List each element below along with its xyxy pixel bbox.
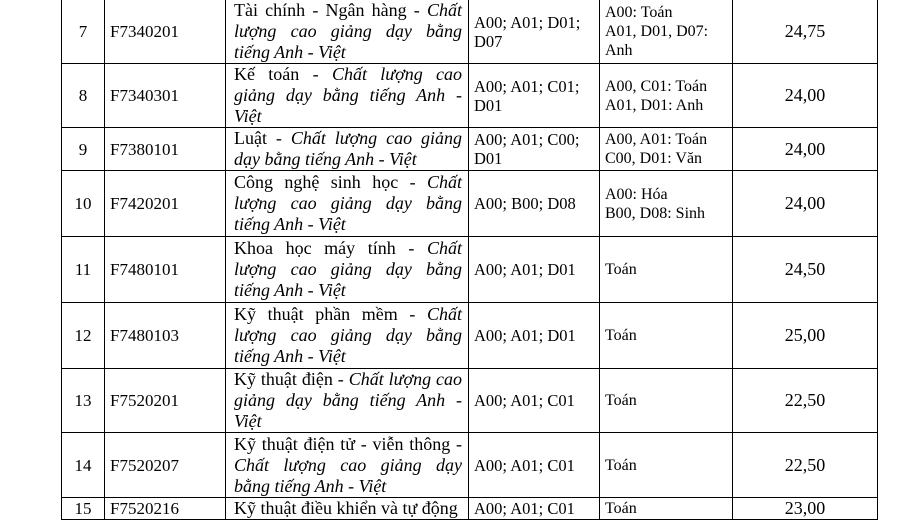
major-name-program: Chất lượng cao giảng dạy bằng tiếng Anh - Việt <box>234 454 462 496</box>
subject-groups: A00; A01; D01; D07 <box>469 0 600 64</box>
cutoff-score: 24,75 <box>733 0 878 64</box>
row-number: 8 <box>62 64 105 128</box>
major-name-plain: Kỹ thuật điều khiển và tự động <box>234 498 458 518</box>
table-row <box>62 0 878 64</box>
major-name <box>226 237 469 303</box>
priority-subjects <box>600 237 733 303</box>
major-code: F7520201 <box>105 369 226 433</box>
priority-subjects <box>600 369 733 433</box>
major-name-program: Chất lượng cao giảng dạy bằng tiếng Anh - Việt <box>234 369 463 431</box>
priority-subject-line: A00: Toán <box>605 4 673 21</box>
row-number: 10 <box>62 171 105 237</box>
priority-subjects <box>600 498 733 520</box>
major-name-program: Chất lượng cao giảng dạy bằng tiếng Anh - Việt <box>234 238 462 300</box>
major-name <box>226 64 469 128</box>
major-name <box>226 128 469 171</box>
priority-subject-line: Toán <box>605 327 637 344</box>
major-code: F7520216 <box>105 498 226 520</box>
table-row <box>62 64 878 128</box>
major-name-program: Chất lượng cao giảng dạy bằng tiếng Anh - Việt <box>234 64 462 126</box>
major-name <box>226 171 469 237</box>
major-code: F7340301 <box>105 64 226 128</box>
major-name-program: Chất lượng cao giảng dạy bằng tiếng Anh - Việt <box>234 172 462 234</box>
table-row <box>62 369 878 433</box>
major-code: F7420201 <box>105 171 226 237</box>
subject-groups: A00; B00; D08 <box>469 171 600 237</box>
admission-score-table <box>61 0 878 520</box>
priority-subject-line: A01, D01, D07: Anh <box>605 23 709 59</box>
row-number: 11 <box>62 237 105 303</box>
major-name <box>226 433 469 498</box>
priority-subjects <box>600 128 733 171</box>
major-code: F7380101 <box>105 128 226 171</box>
row-number: 9 <box>62 128 105 171</box>
subject-groups: A00; A01; C01 <box>469 433 600 498</box>
priority-subject-line: A00, A01: Toán <box>605 131 708 148</box>
cutoff-score: 24,00 <box>733 64 878 128</box>
row-number: 12 <box>62 303 105 369</box>
cutoff-score: 24,50 <box>733 237 878 303</box>
major-name <box>226 498 469 520</box>
priority-subject-line: Toán <box>605 500 637 517</box>
major-name <box>226 0 469 64</box>
priority-subjects <box>600 171 733 237</box>
priority-subject-line: Toán <box>605 261 637 278</box>
priority-subject-line: Toán <box>605 392 637 409</box>
table-row <box>62 433 878 498</box>
subject-groups: A00; A01; C01; D01 <box>469 64 600 128</box>
priority-subject-line: A01, D01: Anh <box>605 96 704 114</box>
row-number: 14 <box>62 433 105 498</box>
major-name-program: Chất lượng cao giảng dạy bằng tiếng Anh - Việt <box>234 0 462 62</box>
subject-groups: A00; A01; C00; D01 <box>469 128 600 171</box>
row-number: 13 <box>62 369 105 433</box>
major-name-program: Chất lượng cao giảng dạy bằng tiếng Anh - Việt <box>234 128 463 169</box>
cutoff-score: 22,50 <box>733 369 878 433</box>
priority-subject-line: B00, D08: Sinh <box>605 204 706 222</box>
priority-subjects <box>600 0 733 64</box>
major-name-plain: Luật - <box>234 128 291 148</box>
subject-groups: A00; A01; C01 <box>469 369 600 433</box>
row-number: 15 <box>62 498 105 520</box>
priority-subjects <box>600 303 733 369</box>
cutoff-score: 24,00 <box>733 171 878 237</box>
major-name-program: Chất lượng cao giảng dạy bằng tiếng Anh - Việt <box>234 304 462 366</box>
major-name-plain: Kỹ thuật điện - <box>234 369 349 389</box>
priority-subjects <box>600 433 733 498</box>
cutoff-score: 23,00 <box>733 498 878 520</box>
cutoff-score: 25,00 <box>733 303 878 369</box>
subject-groups: A00; A01; D01 <box>469 237 600 303</box>
table-row <box>62 171 878 237</box>
priority-subject-line: C00, D01: Văn <box>605 150 703 167</box>
table-row <box>62 498 878 520</box>
major-name <box>226 303 469 369</box>
priority-subject-line: A00, C01: Toán <box>605 77 708 95</box>
cutoff-score: 22,50 <box>733 433 878 498</box>
table-row <box>62 128 878 171</box>
major-name-plain: Kỹ thuật điện tử - viễn thông - <box>234 433 462 454</box>
cutoff-score: 24,00 <box>733 128 878 171</box>
major-name-plain: Công nghệ sinh học - <box>234 172 427 192</box>
major-code: F7480101 <box>105 237 226 303</box>
priority-subject-line: A00: Hóa <box>605 185 668 203</box>
major-code: F7520207 <box>105 433 226 498</box>
major-name-plain: Khoa học máy tính - <box>234 238 427 258</box>
table-row <box>62 303 878 369</box>
major-code: F7340201 <box>105 0 226 64</box>
major-name-plain: Tài chính - Ngân hàng - <box>234 0 427 20</box>
major-name-plain: Kỹ thuật phần mềm - <box>234 304 427 324</box>
table-row <box>62 237 878 303</box>
priority-subjects <box>600 64 733 128</box>
priority-subject-line: Toán <box>605 456 637 474</box>
subject-groups: A00; A01; D01 <box>469 303 600 369</box>
major-code: F7480103 <box>105 303 226 369</box>
row-number: 7 <box>62 0 105 64</box>
major-name-plain: Kế toán - <box>234 64 332 84</box>
major-name <box>226 369 469 433</box>
subject-groups: A00; A01; C01 <box>469 498 600 520</box>
